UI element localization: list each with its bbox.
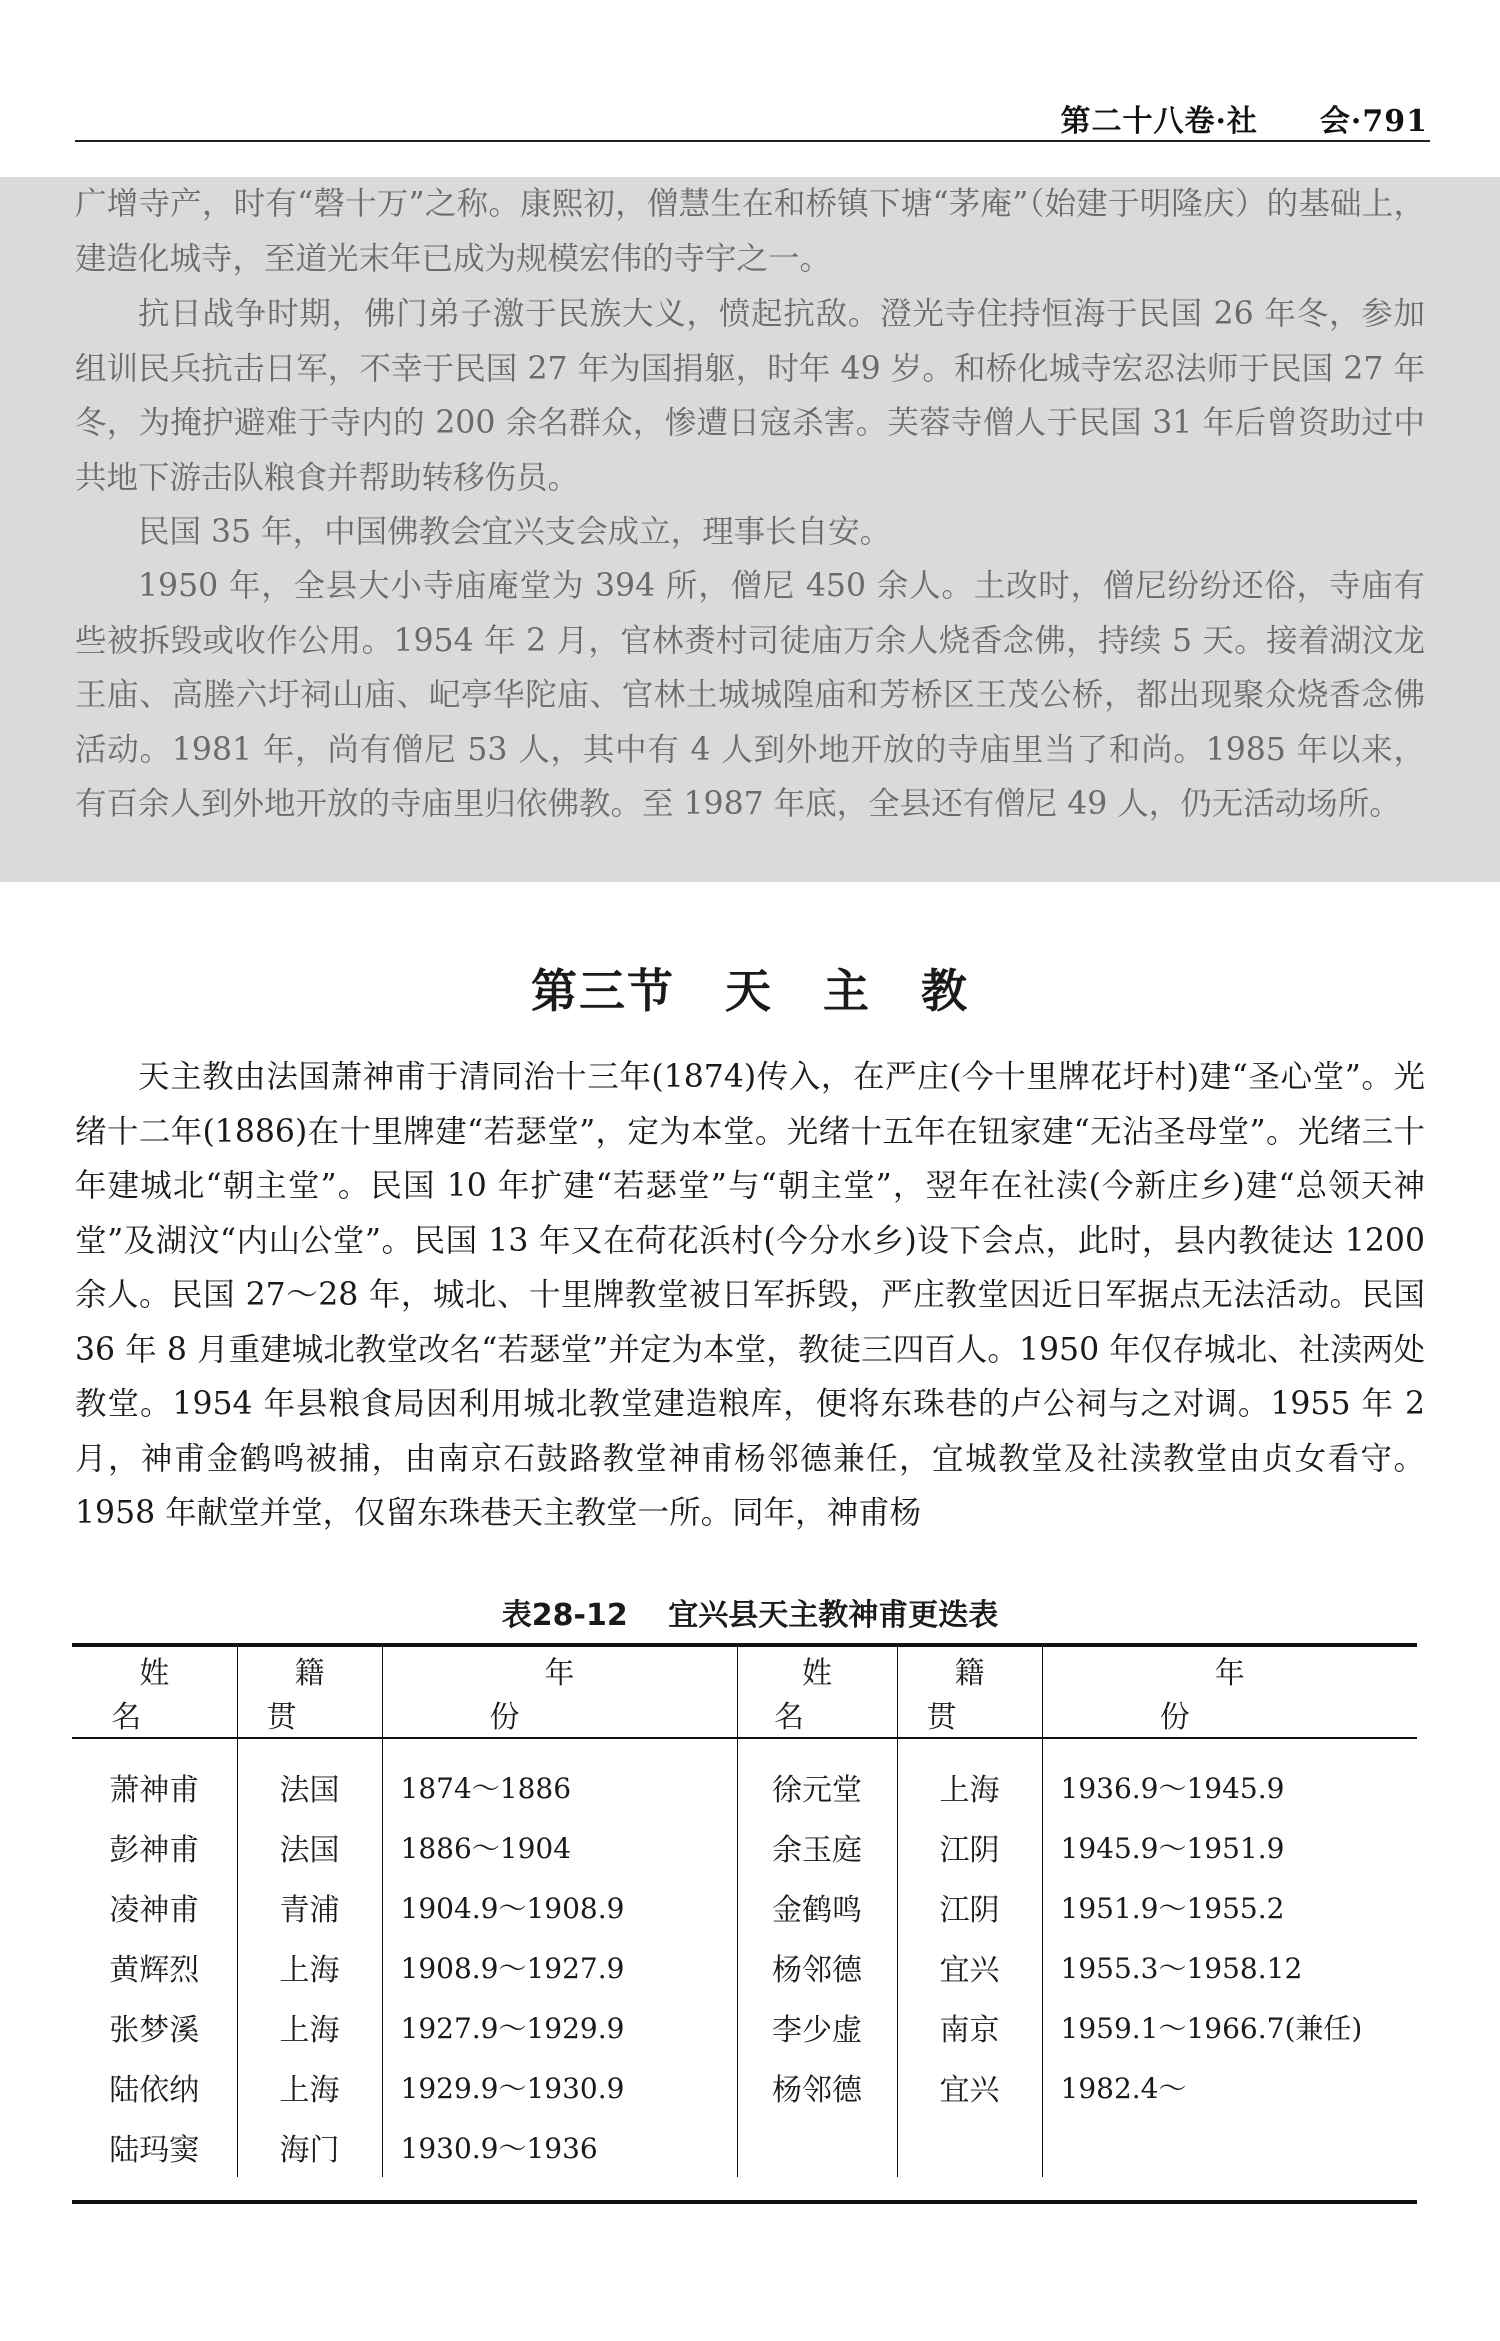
- section-title-char: 天: [725, 964, 773, 1018]
- table-row: [72, 1817, 1417, 1877]
- cell-origin: 上海: [237, 1997, 382, 2057]
- section-number: 第三节: [531, 964, 675, 1018]
- cell-origin: 江阴: [897, 1817, 1042, 1877]
- section-title: [0, 955, 1500, 1021]
- table-caption: [0, 1590, 1500, 1634]
- table-title: 宜兴县天主教神甫更迭表: [668, 1598, 999, 1633]
- cell-priest-name: [737, 2117, 897, 2177]
- paragraph-anti-japanese: 抗日战争时期，佛门弟子激于民族大义，愤起抗敌。澄光寺住持恒海于民国 26 年冬，参加组训民兵抗击日军，不幸于民国 27 年为国捐躯，时年 49 岁。和桥化城寺宏忍法师于民国 27 年冬，为掩护避难于寺内的 200 余名群众，惨遭日寇杀害。芙蓉寺僧人于民国 31 年后曾资助过中共地下游击队粮食并帮助转移伤员。: [75, 296, 1425, 496]
- priest-table-grid: [72, 1647, 1417, 2177]
- header-origin: 籍贯: [897, 1647, 1042, 1738]
- table-row: [72, 2117, 1417, 2177]
- cell-origin: 宜兴: [897, 2057, 1042, 2117]
- cell-priest-name: 杨邻德: [737, 1937, 897, 1997]
- section-title-char: 主: [823, 964, 871, 1018]
- running-head: 第二十八卷·社 会·791: [1060, 104, 1428, 139]
- table-row: [72, 1937, 1417, 1997]
- cell-years: 1886～1904: [382, 1817, 737, 1877]
- shaded-text-block: [0, 177, 1500, 882]
- cell-years: 1959.1～1966.7(兼任): [1042, 1997, 1417, 2057]
- header-origin: 籍贯: [237, 1647, 382, 1738]
- cell-priest-name: 余玉庭: [737, 1817, 897, 1877]
- priest-table: [72, 1643, 1417, 2204]
- cell-priest-name: 杨邻德: [737, 2057, 897, 2117]
- header-years: 年份: [1042, 1647, 1417, 1738]
- paragraph-temple-property: 广增寺产，时有“磬十万”之称。康熙初，僧慧生在和桥镇下塘“茅庵”（始建于明隆庆）的基础上，建造化城寺，至道光末年已成为规模宏伟的寺宇之一。: [75, 186, 1425, 277]
- cell-origin: 江阴: [897, 1877, 1042, 1937]
- table-row: [72, 1997, 1417, 2057]
- cell-priest-name: 萧神甫: [109, 1773, 200, 1808]
- table-header-row: [72, 1647, 1417, 1738]
- cell-years: 1929.9～1930.9: [382, 2057, 737, 2117]
- cell-years: 1874～1886: [382, 1738, 737, 1817]
- paragraph-buddhist-association: 民国 35 年，中国佛教会宜兴支会成立，理事长自安。: [138, 514, 892, 550]
- header-name: 姓名: [72, 1647, 237, 1738]
- cell-years: 1951.9～1955.2: [1042, 1877, 1417, 1937]
- cell-origin: 宜兴: [897, 1937, 1042, 1997]
- cell-origin: 上海: [897, 1738, 1042, 1817]
- cell-origin: 上海: [237, 1937, 382, 1997]
- cell-origin: 青浦: [237, 1877, 382, 1937]
- table-row: [72, 2057, 1417, 2117]
- cell-priest-name: 张梦溪: [109, 2013, 200, 2048]
- header-name: 姓名: [737, 1647, 897, 1738]
- cell-priest-name: 陆依纳: [109, 2073, 200, 2108]
- cell-years: 1982.4～: [1042, 2057, 1417, 2117]
- cell-years: 1927.9～1929.9: [382, 1997, 737, 2057]
- cell-origin: [897, 2117, 1042, 2177]
- cell-priest-name: 凌神甫: [109, 1893, 200, 1928]
- cell-years: [1042, 2117, 1417, 2177]
- cell-priest-name: 徐元堂: [737, 1738, 897, 1817]
- cell-years: 1936.9～1945.9: [1042, 1738, 1417, 1817]
- cell-priest-name: 彭神甫: [109, 1833, 200, 1868]
- table-number: 表28-12: [501, 1598, 628, 1633]
- cell-years: 1904.9～1908.9: [382, 1877, 737, 1937]
- cell-years: 1930.9～1936: [382, 2117, 737, 2177]
- cell-origin: 法国: [237, 1817, 382, 1877]
- cell-priest-name: 陆玛窦: [109, 2133, 200, 2168]
- cell-origin: 海门: [237, 2117, 382, 2177]
- section-title-char: 教: [921, 964, 969, 1018]
- table-row: [72, 1877, 1417, 1937]
- cell-origin: 法国: [237, 1738, 382, 1817]
- cell-priest-name: 李少虚: [737, 1997, 897, 2057]
- paragraph-1950-temples: 1950 年，全县大小寺庙庵堂为 394 所，僧尼 450 余人。土改时，僧尼纷纷还俗，寺庙有些被拆毁或收作公用。1954 年 2 月，官林赉村司徒庙万余人烧香念佛，持续 5 天。接着湖汶龙王庙、高塍六圩祠山庙、屺亭华陀庙、官林土城城隍庙和芳桥区王茂公桥，都出现聚众烧香念佛活动。1981 年，尚有僧尼 53 人，其中有 4 人到外地开放的寺庙里当了和尚。1985 年以来，有百余人到外地开放的寺庙里归依佛教。至 1987 年底，全县还有僧尼 49 人，仍无活动场所。: [75, 568, 1425, 822]
- table-row: [72, 1738, 1417, 1817]
- cell-priest-name: 黄辉烈: [109, 1953, 200, 1988]
- cell-origin: 上海: [237, 2057, 382, 2117]
- paragraph-catholic-history: 天主教由法国萧神甫于清同治十三年(1874)传入，在严庄(今十里牌花圩村)建“圣心堂”。光绪十二年(1886)在十里牌建“若瑟堂”，定为本堂。光绪十五年在钮家建“无沾圣母堂”。光绪三十年建城北“朝主堂”。民国 10 年扩建“若瑟堂”与“朝主堂”，翌年在社渎(今新庄乡)建“总领天神堂”及湖汶“内山公堂”。民国 13 年又在荷花浜村(今分水乡)设下会点，此时，县内教徒达 1200 余人。民国 27～28 年，城北、十里牌教堂被日军拆毁，严庄教堂因近日军据点无法活动。民国 36 年 8 月重建城北教堂改名“若瑟堂”并定为本堂，教徒三四百人。1950 年仅存城北、社渎两处教堂。1954 年县粮食局因利用城北教堂建造粮库，便将东珠巷的卢公祠与之对调。1955 年 2 月，神甫金鹤鸣被捕，由南京石鼓路教堂神甫杨邻德兼任，宜城教堂及社渎教堂由贞女看守。1958 年献堂并堂，仅留东珠巷天主教堂一所。同年，神甫杨: [75, 1059, 1425, 1531]
- cell-years: 1945.9～1951.9: [1042, 1817, 1417, 1877]
- cell-years: 1955.3～1958.12: [1042, 1937, 1417, 1997]
- cell-origin: 南京: [897, 1997, 1042, 2057]
- cell-priest-name: 金鹤鸣: [737, 1877, 897, 1937]
- cell-years: 1908.9～1927.9: [382, 1937, 737, 1997]
- header-rule: [75, 140, 1430, 142]
- header-years: 年份: [382, 1647, 737, 1738]
